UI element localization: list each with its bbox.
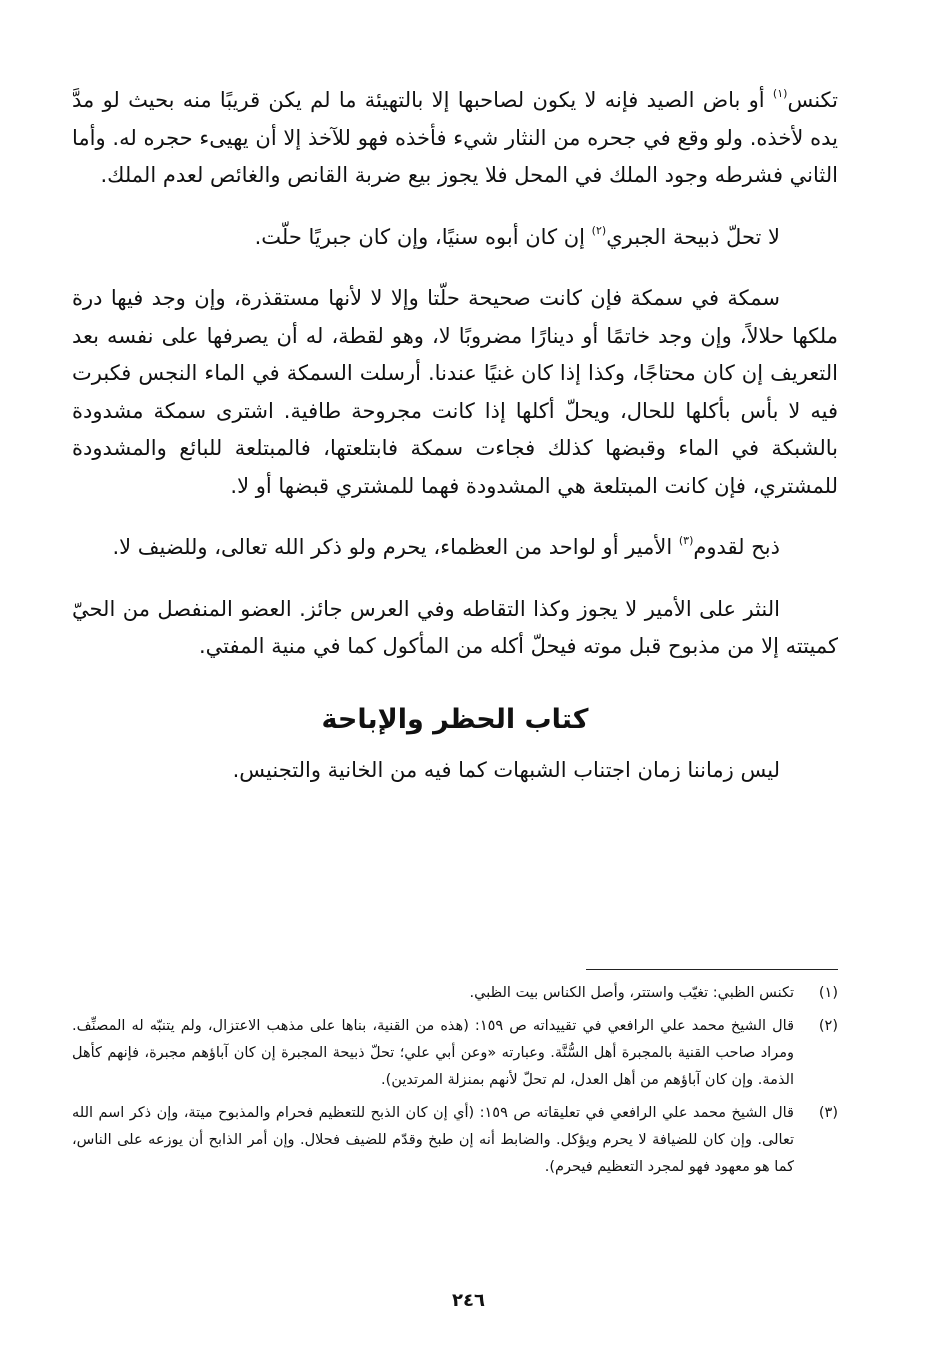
footnote-text: قال الشيخ محمد علي الرافعي في تقييداته ص ١٥٩: (هذه من القنية، بناها على مذهب الاعتزال، ولم يتنبّه له المصنِّف. ومراد صاحب القنية بالمجبرة أهل السُّنَّة. وعبارته «وعن أبي علي؛ تحلّ ذبيحة المجبرة إن كان آباؤهم مجبرة، فإنهم كأهل الذمة. وإن كان آباؤهم من أهل العدل، لم تحلّ لأنهم بمنزلة المرتدين).	[72, 1018, 795, 1088]
paragraph-2	[72, 219, 838, 257]
closing-paragraph: ليس زماننا زمان اجتناب الشبهات كما فيه من الخانية والتجنيس.	[232, 757, 780, 782]
footnote-divider	[586, 969, 838, 970]
paragraph-text: النثر على الأمير لا يجوز وكذا التقاطه وفي العرس جائز. العضو المنفصل من الحيّ كميتته إلا من مذبوح قبل موته فيحلّ أكله من المأكول كما في منية المفتي.	[72, 596, 838, 658]
footnote-number: (١)	[818, 985, 838, 1001]
paragraph-1	[72, 82, 838, 195]
paragraph-3	[72, 280, 838, 505]
footnote-ref-2[interactable]: (٢)	[591, 223, 607, 237]
chapter-heading: كتاب الحظر والإباحة	[321, 703, 589, 735]
footnote-ref-3[interactable]: (٣)	[678, 534, 694, 547]
paragraph-text: أو باض الصيد فإنه لا يكون لصاحبها إلا بالتهيئة ما لم يكن قريبًا منه بحيث لو مدَّ يده لأخذه. ولو وقع في جحره من النثار شيء فأخذه فهو للآخذ إلا أن يهيىء حجره له. وأما الثاني فشرطه وجود الملك في المحل فلا يجوز بيع ضربة القانص والغائص لعدم الملك.	[72, 88, 838, 187]
footnote-ref-1[interactable]: (١)	[772, 87, 788, 100]
paragraph-4	[72, 529, 838, 567]
footnote-3	[72, 1100, 838, 1181]
paragraph-text: سمكة في سمكة فإن كانت صحيحة حلّتا وإلا لا لأنها مستقذرة، وإن وجد فيها درة ملكها حلالاً، وإن وجد خاتمًا أو دينارًا مضروبًا لا، وهو لقطة، له أن يصرفها على نفسه بعد التعريف إن كان محتاجًا، وكذا إذا كان غنيًا عندنا. أرسلت السمكة في الماء النجس فكبرت فيه لا بأس بأكلها للحال، ويحلّ أكلها إذا كانت مجروحة طافية. اشترى سمكة مشدودة بالشبكة في الماء وقبضها كذلك فجاءت سمكة فابتلعتها، فالمبتلعة للبائع والمشدودة للمشتري، فإن كانت المبتلعة هي المشدودة فهما للمشتري قبضها أو لا.	[72, 286, 838, 498]
footnote-number: (٢)	[818, 1018, 838, 1034]
paragraph-text: إن كان أبوه سنيًا، وإن كان جبريًا حلّت.	[254, 224, 592, 249]
paragraph-text: الأمير أو لواحد من العظماء، يحرم ولو ذكر الله تعالى، وللضيف لا.	[112, 535, 679, 559]
footnote-2	[72, 1013, 838, 1094]
page-number: ٢٤٦	[452, 1290, 485, 1311]
paragraph-text: تكنس	[787, 88, 838, 112]
paragraph-text: ذبح لقدوم	[693, 535, 780, 559]
footnotes-section	[72, 980, 838, 1187]
paragraph-text: لا تحلّ ذبيحة الجبري	[606, 224, 780, 249]
footnote-text: قال الشيخ محمد علي الرافعي في تعليقاته ص ١٥٩: (أي إن كان الذبح للتعظيم فحرام والمذبوح ميتة، وإن ذكر اسم الله تعالى. وإن كان للضيافة لا يحرم ويؤكل. والضابط أنه إن طبخ وقدّم للضيف فحلال. وإن أمر الذابح أن يوزعه على الناس، كما هو معهود فهو لمجرد التعظيم فيحرم).	[72, 1105, 794, 1175]
footnote-number: (٣)	[818, 1105, 838, 1121]
footnote-text: تكنس الظبي: تغيّب واستتر، وأصل الكناس بيت الظبي.	[469, 985, 794, 1001]
footnote-1	[72, 980, 838, 1007]
page-body	[72, 82, 838, 813]
paragraph-5	[72, 591, 838, 666]
